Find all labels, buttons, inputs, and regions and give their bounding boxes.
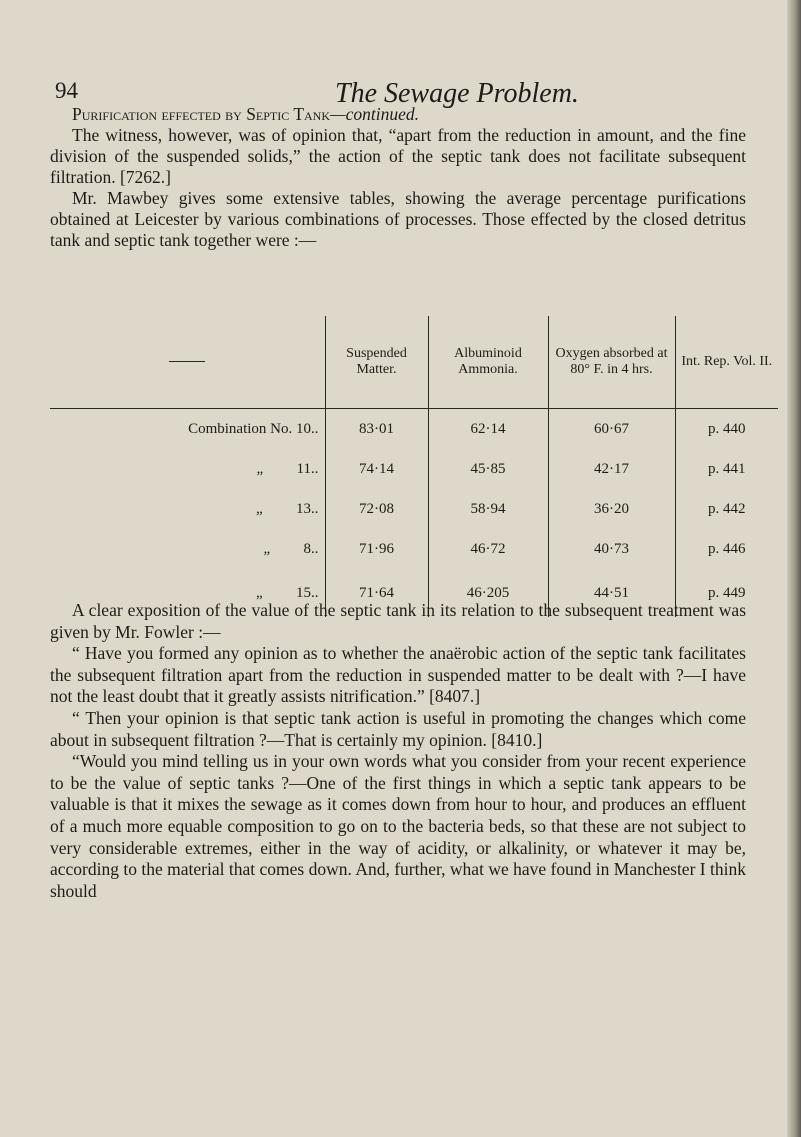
table-row: [50, 449, 778, 489]
section-heading-suffix: —continued.: [330, 104, 419, 124]
cell-suspended: 71·96: [325, 529, 428, 569]
table-row: [50, 489, 778, 529]
cell-suspended: 83·01: [325, 409, 428, 450]
table-header-row: [50, 316, 778, 409]
row-ditto: „: [256, 460, 264, 477]
paragraph-septic-value: “Would you mind telling us in your own words what you consider from your recent experience to be the value of septic tanks ?—One of the first things in which a septic tank appears to be valuable is that it mixes the sewage as it comes down from hour to hour, and produces an effluent of a much more equable composition to go on to the bacteria beds, so that these are not subject to very considerable extremes, either in the way of acidity, or alkalinity, or whatever it may be, according to the material that comes down. And, further, what we have found in Manchester I think should: [50, 751, 746, 901]
page-edge: [787, 0, 801, 1137]
row-number: 10..: [296, 420, 319, 437]
row-label: [50, 409, 325, 450]
testimony-section: [50, 600, 746, 902]
row-label: [50, 449, 325, 489]
cell-oxygen: 60·67: [548, 409, 675, 450]
row-label: [50, 489, 325, 529]
cell-reference: p. 446: [675, 529, 778, 569]
cell-suspended: 71·64: [325, 569, 428, 617]
paragraph-fowler-intro: A clear exposition of the value of the septic tank in its relation to the subsequent treatment was given by Mr. Fowler :—: [50, 600, 746, 642]
cell-oxygen: 44·51: [548, 569, 675, 617]
cell-reference: p. 440: [675, 409, 778, 450]
cell-albuminoid: 58·94: [428, 489, 548, 529]
table-row: [50, 409, 778, 450]
row-number: 11..: [296, 460, 319, 477]
paragraph-question-8410: “ Then your opinion is that septic tank action is useful in promoting the changes which come about in subsequent filtration ?—That is certainly my opinion. [8410.]: [50, 707, 746, 750]
row-label: [50, 529, 325, 569]
row-ditto: „: [263, 540, 271, 557]
paragraph-mawbey: Mr. Mawbey gives some extensive tables, showing the average percentage purifications obtained at Leicester by various combinations of processes. Those effected by the closed detritus tank and septic tank together were :—: [50, 188, 746, 250]
intro-section: [50, 104, 746, 251]
row-number: 15..: [296, 584, 319, 601]
row-number: 8..: [303, 540, 319, 557]
cell-oxygen: 40·73: [548, 529, 675, 569]
cell-albuminoid: 62·14: [428, 409, 548, 450]
row-ditto: „: [256, 584, 263, 601]
header-reference: Int. Rep. Vol. II.: [675, 316, 778, 409]
cell-reference: p. 449: [675, 569, 778, 617]
purification-table: [50, 316, 778, 617]
header-dash: [169, 361, 205, 362]
paragraph-witness: The witness, however, was of opinion that, “apart from the reduction in amount, and the fine division of the suspended solids,” the action of the septic tank does not facilitate subsequent filtration. [7262.]: [50, 125, 746, 187]
cell-albuminoid: 46·72: [428, 529, 548, 569]
cell-suspended: 72·08: [325, 489, 428, 529]
page-number: 94: [55, 78, 78, 103]
header-blank: [50, 316, 325, 409]
cell-albuminoid: 45·85: [428, 449, 548, 489]
header-albuminoid: Albuminoid Ammonia.: [428, 316, 548, 409]
cell-reference: p. 441: [675, 449, 778, 489]
paragraph-question-8407: “ Have you formed any opinion as to whether the anaërobic action of the septic tank facilitates the subsequent filtration apart from the reduction in suspended matter to be dealt with ?—I have not the least doubt that it greatly assists nitrification.” [8407.]: [50, 643, 746, 707]
cell-reference: p. 442: [675, 489, 778, 529]
cell-oxygen: 36·20: [548, 489, 675, 529]
running-title: The Sewage Problem.: [335, 78, 579, 109]
cell-oxygen: 42·17: [548, 449, 675, 489]
row-number: 13..: [296, 500, 319, 517]
header-oxygen: Oxygen absorbed at 80° F. in 4 hrs.: [548, 316, 675, 409]
header-suspended: Suspended Matter.: [325, 316, 428, 409]
table-row: [50, 529, 778, 569]
cell-albuminoid: 46·205: [428, 569, 548, 617]
row-label-text: Combination No.: [188, 420, 293, 437]
section-heading: [50, 104, 746, 125]
section-heading-text: Purification effected by Septic Tank: [72, 104, 331, 124]
cell-suspended: 74·14: [325, 449, 428, 489]
row-ditto: „: [256, 500, 263, 517]
